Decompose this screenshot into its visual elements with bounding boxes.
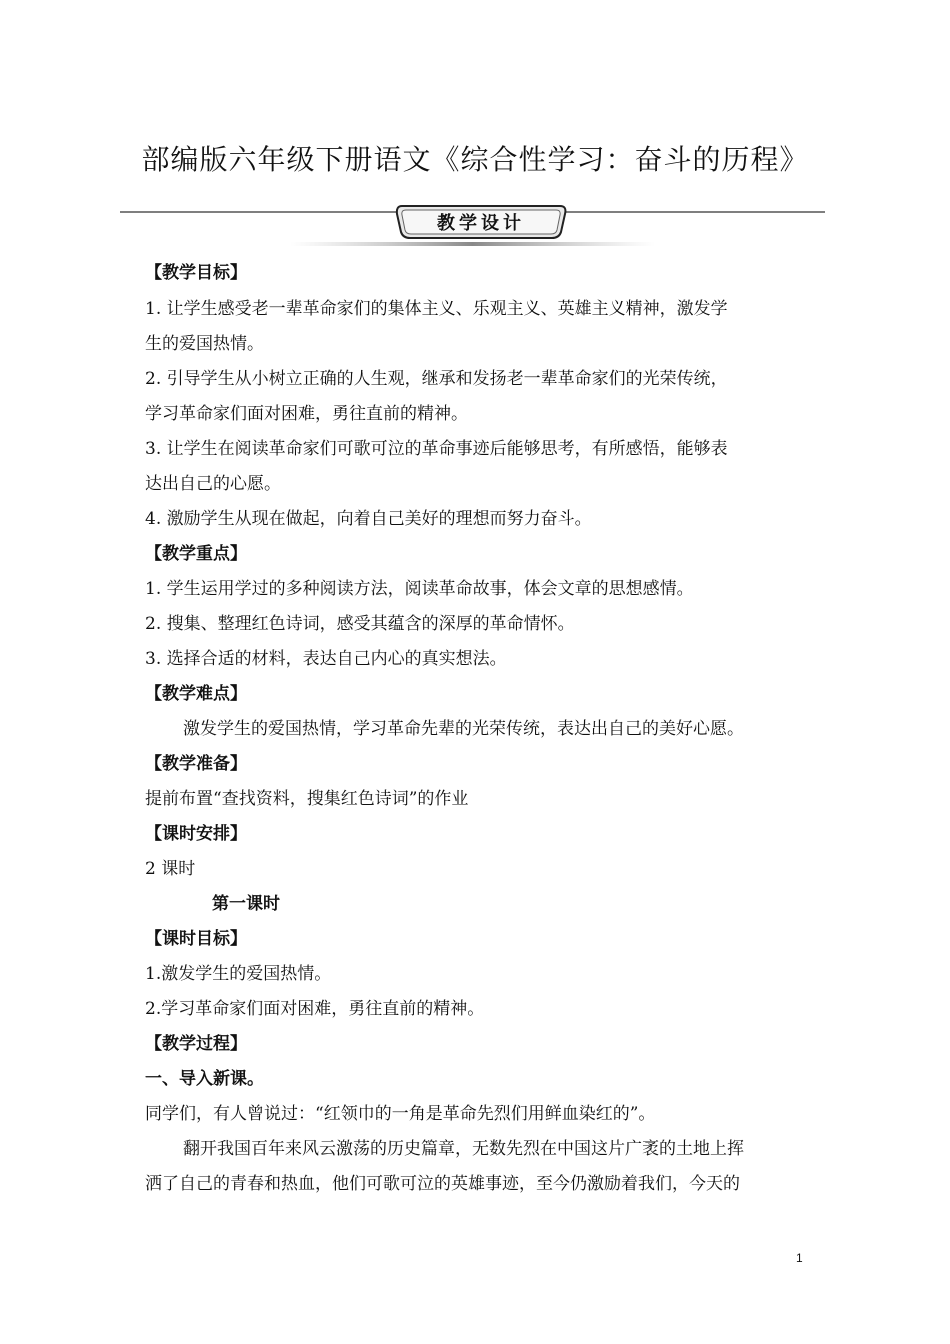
intro-paragraph-2-line-1: 翻开我国百年来风云激荡的历史篇章，无数先烈在中国这片广袤的土地上挥 (183, 1139, 744, 1159)
goal-4: 4. 激励学生从现在做起，向着自己美好的理想而努力奋斗。 (145, 509, 592, 529)
section-heading-schedule: 【课时安排】 (145, 824, 247, 844)
section-heading-lesson-goals: 【课时目标】 (145, 929, 247, 949)
goal-3-line-1: 3. 让学生在阅读革命家们可歌可泣的革命事迹后能够思考，有所感悟，能够表 (145, 439, 728, 459)
lesson-goal-1: 1.激发学生的爱国热情。 (145, 964, 332, 984)
banner-label: 教学设计 (437, 213, 525, 234)
document-title: 部编版六年级下册语文《综合性学习：奋斗的历程》 (141, 143, 809, 176)
goal-1-line-1: 1. 让学生感受老一辈革命家们的集体主义、乐观主义、英雄主义精神，激发学 (145, 299, 728, 319)
section-heading-goals: 【教学目标】 (145, 263, 247, 283)
section-heading-difficulty: 【教学难点】 (145, 684, 247, 704)
schedule-text: 2 课时 (145, 859, 196, 879)
intro-paragraph-1: 同学们，有人曾说过：“红领巾的一角是革命先烈们用鲜血染红的”。 (145, 1104, 656, 1124)
goal-3-line-2: 达出自己的心愿。 (145, 474, 281, 494)
focus-1: 1. 学生运用学过的多种阅读方法，阅读革命故事，体会文章的思想感情。 (145, 579, 694, 599)
section-heading-preparation: 【教学准备】 (145, 754, 247, 774)
section-heading-process: 【教学过程】 (145, 1034, 247, 1054)
focus-3: 3. 选择合适的材料，表达自己内心的真实想法。 (145, 649, 507, 669)
process-step-1: 一、导入新课。 (145, 1069, 264, 1089)
preparation-text: 提前布置“查找资料，搜集红色诗词”的作业 (145, 789, 469, 809)
focus-2: 2. 搜集、整理红色诗词，感受其蕴含的深厚的革命情怀。 (145, 614, 575, 634)
lesson-goal-2: 2.学习革命家们面对困难，勇往直前的精神。 (145, 999, 485, 1019)
goal-1-line-2: 生的爱国热情。 (145, 334, 264, 354)
teaching-design-banner (120, 200, 825, 252)
goal-2-line-1: 2. 引导学生从小树立正确的人生观，继承和发扬老一辈革命家们的光荣传统， (145, 369, 728, 389)
section-heading-focus: 【教学重点】 (145, 544, 247, 564)
intro-paragraph-2-line-2: 洒了自己的青春和热血，他们可歌可泣的英雄事迹，至今仍激励着我们，今天的 (145, 1174, 740, 1194)
lesson-one-heading: 第一课时 (212, 894, 280, 914)
difficulty-text: 激发学生的爱国热情，学习革命先辈的光荣传统，表达出自己的美好心愿。 (183, 719, 744, 739)
goal-2-line-2: 学习革命家们面对困难，勇往直前的精神。 (145, 404, 468, 424)
page-number: 1 (796, 1251, 803, 1265)
